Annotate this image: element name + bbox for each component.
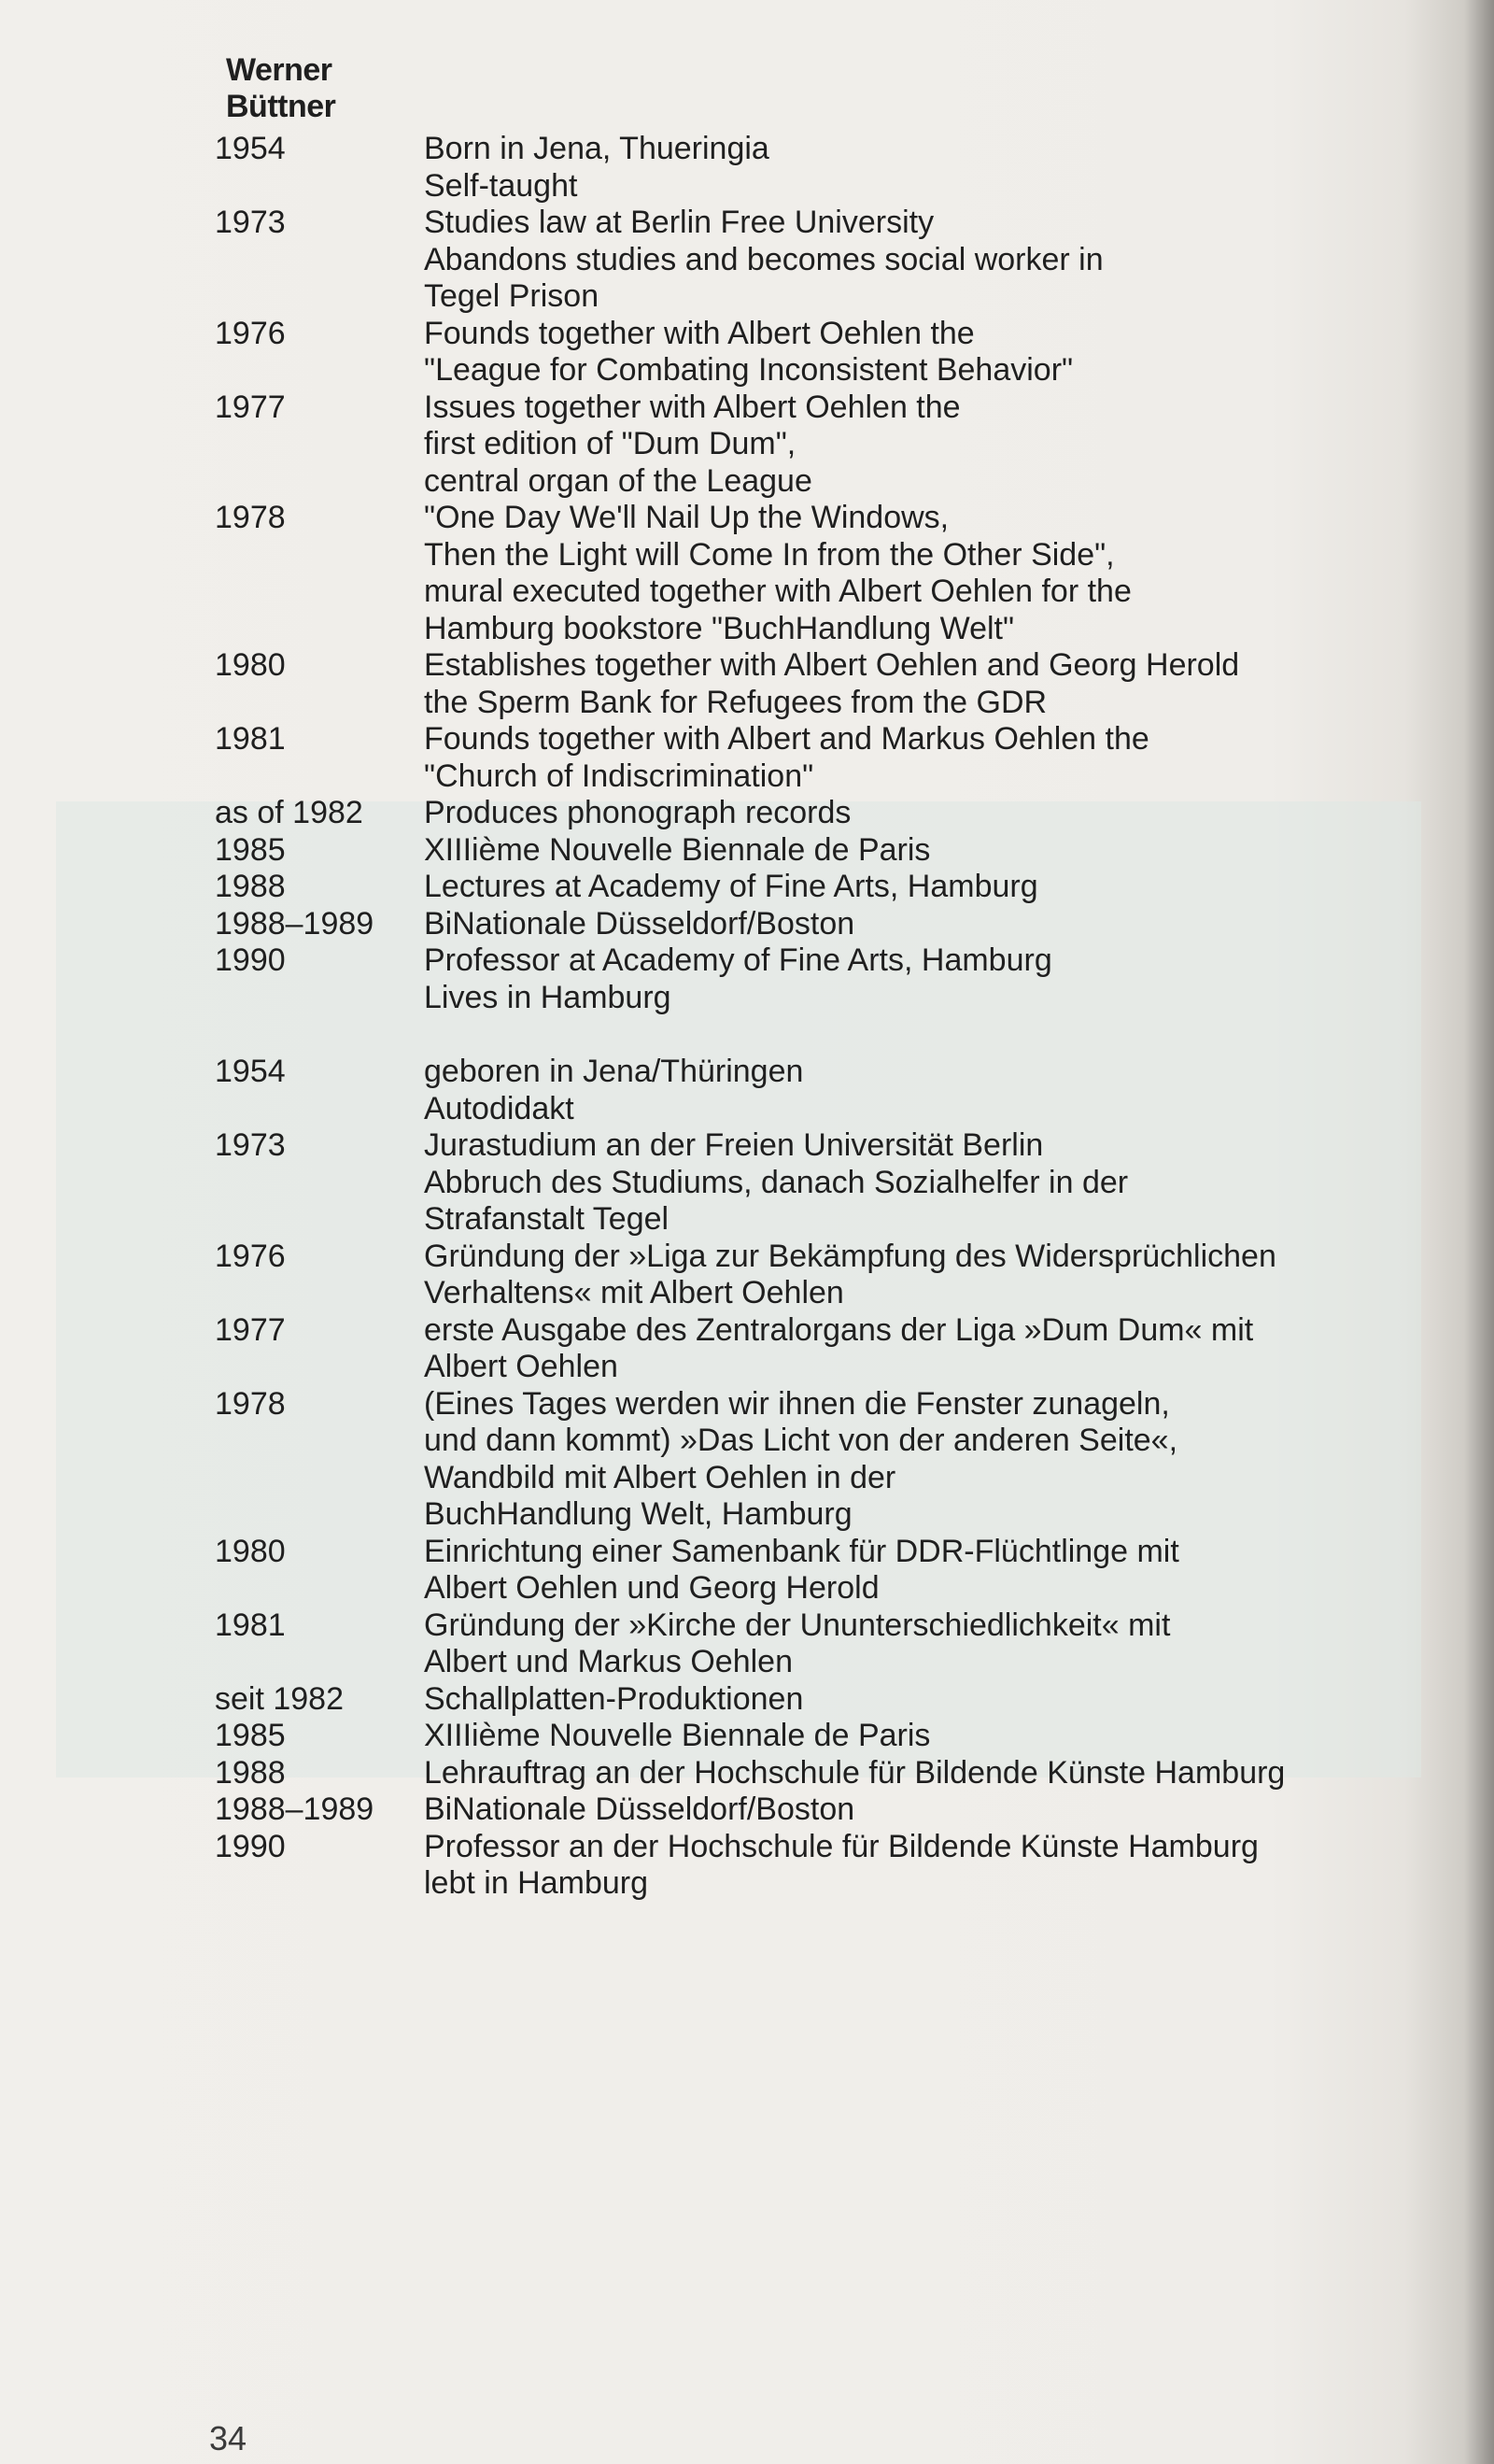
entry-line: Lives in Hamburg — [424, 979, 671, 1015]
entry-year: 1978 — [215, 1385, 286, 1422]
entry-line: Gründung der »Liga zur Bekämpfung des Widersprüchlichen — [424, 1238, 1276, 1274]
timeline-entry — [215, 1054, 1382, 1127]
entry-year: 1985 — [215, 1718, 286, 1753]
entry-line: BiNationale Düsseldorf/Boston — [424, 905, 855, 942]
timeline-entry — [215, 1829, 1382, 1903]
timeline-entry — [215, 205, 1382, 316]
entry-line: Wandbild mit Albert Oehlen in der — [424, 1459, 896, 1495]
entry-line: "One Day We'll Nail Up the Windows, — [424, 500, 950, 535]
timeline-entry — [215, 1681, 1382, 1719]
entry-text — [424, 131, 1382, 205]
entry-line: erste Ausgabe des Zentralorgans der Liga »Dum Dum« mit — [424, 1311, 1254, 1348]
entry-text — [424, 721, 1382, 795]
entry-line: Strafanstalt Tegel — [424, 1201, 669, 1237]
timeline-entry — [215, 906, 1382, 943]
entry-line: Lehrauftrag an der Hochschule für Bildende Künste Hamburg — [424, 1754, 1286, 1791]
entry-text — [424, 1386, 1382, 1534]
timeline-entry — [215, 942, 1382, 1016]
entry-text — [424, 795, 1382, 832]
entry-line: Then the Light will Come In from the Other Side", — [424, 536, 1115, 573]
entry-line: Albert Oehlen und Georg Herold — [424, 1570, 880, 1606]
entry-line: Born in Jena, Thueringia — [424, 131, 769, 166]
timeline-entry — [215, 316, 1382, 389]
entry-year: 1990 — [215, 942, 286, 978]
entry-text — [424, 1607, 1382, 1681]
entry-year: 1988–1989 — [215, 1791, 374, 1827]
entry-year: seit 1982 — [215, 1680, 344, 1717]
entry-line: XIIIième Nouvelle Biennale de Paris — [424, 1718, 931, 1753]
entry-year: 1977 — [215, 1311, 286, 1348]
entry-text — [424, 500, 1382, 647]
entry-text — [424, 647, 1382, 721]
entry-line: XIIIième Nouvelle Biennale de Paris — [424, 831, 931, 868]
entry-line: Tegel Prison — [424, 278, 599, 314]
entry-year: 1980 — [215, 1533, 286, 1569]
entry-year: 1988 — [215, 869, 286, 904]
timeline-entry — [215, 131, 1382, 205]
entry-line: mural executed together with Albert Oehlen for the — [424, 574, 1132, 609]
entry-line: BuchHandlung Welt, Hamburg — [424, 1496, 853, 1532]
entry-year: 1981 — [215, 721, 286, 757]
timeline-entry — [215, 500, 1382, 647]
entry-line: BiNationale Düsseldorf/Boston — [424, 1791, 855, 1827]
entry-year: 1990 — [215, 1828, 286, 1864]
timeline-entry — [215, 1239, 1382, 1312]
entry-line: "League for Combating Inconsistent Behavior" — [424, 352, 1074, 388]
entry-text — [424, 1054, 1382, 1127]
page-title: Werner Büttner — [226, 52, 336, 124]
entry-year: 1978 — [215, 500, 286, 535]
entry-line: Professor at Academy of Fine Arts, Hamburg — [424, 942, 1052, 978]
entry-text — [424, 1534, 1382, 1607]
entry-year: 1954 — [215, 1054, 286, 1089]
entry-text — [424, 389, 1382, 501]
timeline-entry — [215, 1386, 1382, 1534]
entry-line: Lectures at Academy of Fine Arts, Hamburg — [424, 869, 1038, 904]
timeline-entry — [215, 795, 1382, 832]
entry-year: 1976 — [215, 1238, 286, 1274]
entry-line: Abbruch des Studiums, danach Sozialhelfer in der — [424, 1164, 1129, 1200]
entry-line: lebt in Hamburg — [424, 1865, 649, 1901]
entry-text — [424, 1791, 1382, 1829]
entry-year: 1973 — [215, 1127, 286, 1163]
biography-german — [215, 1054, 1382, 1903]
entry-year: 1980 — [215, 647, 286, 683]
timeline-entry — [215, 869, 1382, 906]
entry-text — [424, 205, 1382, 316]
entry-text — [424, 942, 1382, 1016]
entry-text — [424, 1718, 1382, 1755]
entry-line: Jurastudium an der Freien Universität Berlin — [424, 1127, 1044, 1163]
entry-line: the Sperm Bank for Refugees from the GDR — [424, 684, 1048, 720]
timeline-entry — [215, 1607, 1382, 1681]
timeline-entry — [215, 1534, 1382, 1607]
entry-text — [424, 1681, 1382, 1719]
entry-line: Issues together with Albert Oehlen the — [424, 389, 961, 425]
entry-year: 1988 — [215, 1754, 286, 1791]
page-number: 34 — [209, 2419, 247, 2457]
entry-line: Abandons studies and becomes social worker in — [424, 241, 1104, 277]
timeline-entry — [215, 832, 1382, 870]
entry-year: 1976 — [215, 315, 286, 351]
entry-line: Autodidakt — [424, 1090, 574, 1126]
biography-english — [215, 131, 1382, 1016]
entry-text — [424, 1829, 1382, 1903]
entry-line: geboren in Jena/Thüringen — [424, 1054, 804, 1089]
entry-line: Albert und Markus Oehlen — [424, 1644, 793, 1679]
entry-line: Founds together with Albert Oehlen the — [424, 315, 975, 351]
entry-line: Verhaltens« mit Albert Oehlen — [424, 1275, 844, 1310]
entry-line: Einrichtung einer Samenbank für DDR-Flüchtlinge mit — [424, 1533, 1179, 1569]
entry-text — [424, 1312, 1382, 1386]
entry-line: Produces phonograph records — [424, 795, 852, 830]
entry-text — [424, 1239, 1382, 1312]
entry-text — [424, 1755, 1382, 1792]
timeline-entry — [215, 1755, 1382, 1792]
timeline-entry — [215, 1312, 1382, 1386]
entry-line: Albert Oehlen — [424, 1349, 618, 1384]
entry-line: Studies law at Berlin Free University — [424, 205, 935, 240]
entry-line: (Eines Tages werden wir ihnen die Fenster zunageln, — [424, 1385, 1170, 1422]
entry-year: as of 1982 — [215, 795, 363, 830]
entry-year: 1954 — [215, 131, 286, 166]
entry-year: 1973 — [215, 205, 286, 240]
entry-year: 1981 — [215, 1607, 286, 1643]
entry-line: und dann kommt) »Das Licht von der anderen Seite«, — [424, 1423, 1178, 1458]
entry-line: Founds together with Albert and Markus Oehlen the — [424, 721, 1149, 757]
timeline-entry — [215, 1791, 1382, 1829]
entry-text — [424, 316, 1382, 389]
timeline-entry — [215, 721, 1382, 795]
entry-line: Self-taught — [424, 167, 578, 204]
timeline-entry — [215, 1718, 1382, 1755]
entry-line: Professor an der Hochschule für Bildende Künste Hamburg — [424, 1828, 1259, 1864]
timeline-entry — [215, 647, 1382, 721]
entry-line: Gründung der »Kirche der Ununterschiedlichkeit« mit — [424, 1607, 1171, 1643]
entry-year: 1985 — [215, 831, 286, 868]
timeline-entry — [215, 1127, 1382, 1239]
entry-line: Establishes together with Albert Oehlen and Georg Herold — [424, 647, 1240, 683]
entry-year: 1988–1989 — [215, 905, 374, 942]
entry-line: Hamburg bookstore "BuchHandlung Welt" — [424, 610, 1015, 646]
timeline-entry — [215, 389, 1382, 501]
entry-line: first edition of "Dum Dum", — [424, 426, 796, 461]
entry-text — [424, 869, 1382, 906]
entry-text — [424, 832, 1382, 870]
entry-text — [424, 906, 1382, 943]
entry-line: Schallplatten-Produktionen — [424, 1680, 804, 1717]
entry-line: central organ of the League — [424, 462, 812, 499]
entry-text — [424, 1127, 1382, 1239]
entry-line: "Church of Indiscrimination" — [424, 758, 814, 794]
entry-year: 1977 — [215, 389, 286, 425]
